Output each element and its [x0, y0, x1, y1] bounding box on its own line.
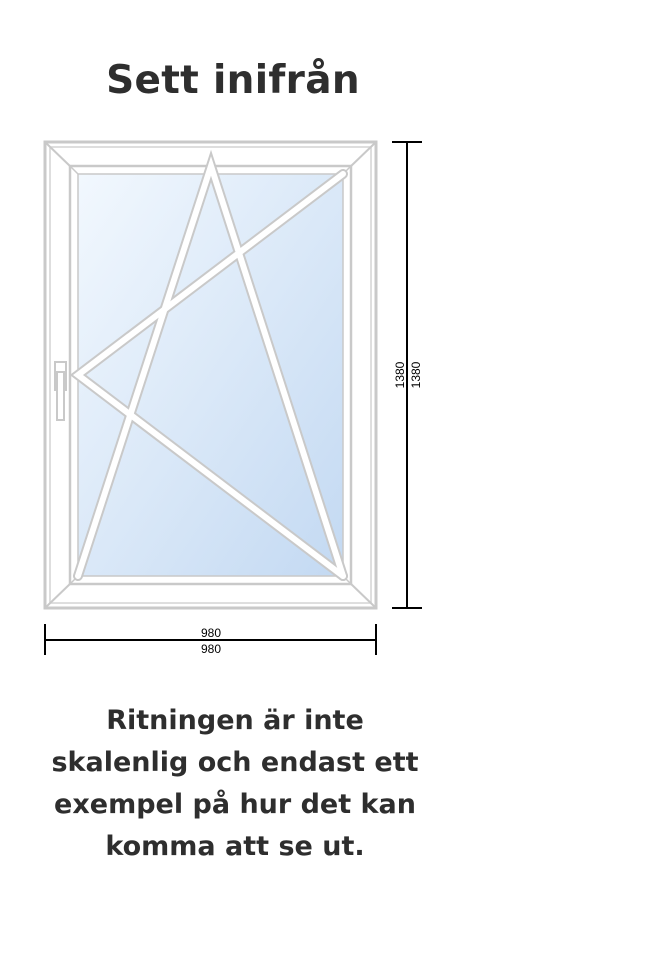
width-label-bottom: 980 [200, 642, 222, 656]
width-dimension [45, 624, 376, 656]
disclaimer-line: komma att se ut. [105, 831, 365, 862]
disclaimer-line: skalenlig och endast ett [51, 747, 419, 778]
height-label-left: 1380 [393, 361, 407, 389]
disclaimer-text [30, 700, 440, 868]
height-dimension [392, 142, 423, 608]
disclaimer-line: Ritningen är inte [106, 705, 364, 736]
disclaimer-line: exempel på hur det kan [54, 789, 416, 820]
window-handle [55, 362, 66, 420]
width-label-top: 980 [200, 626, 222, 640]
glass-pane [78, 174, 343, 576]
height-label-right: 1380 [409, 361, 423, 389]
page-title: Sett inifrån [106, 58, 360, 103]
